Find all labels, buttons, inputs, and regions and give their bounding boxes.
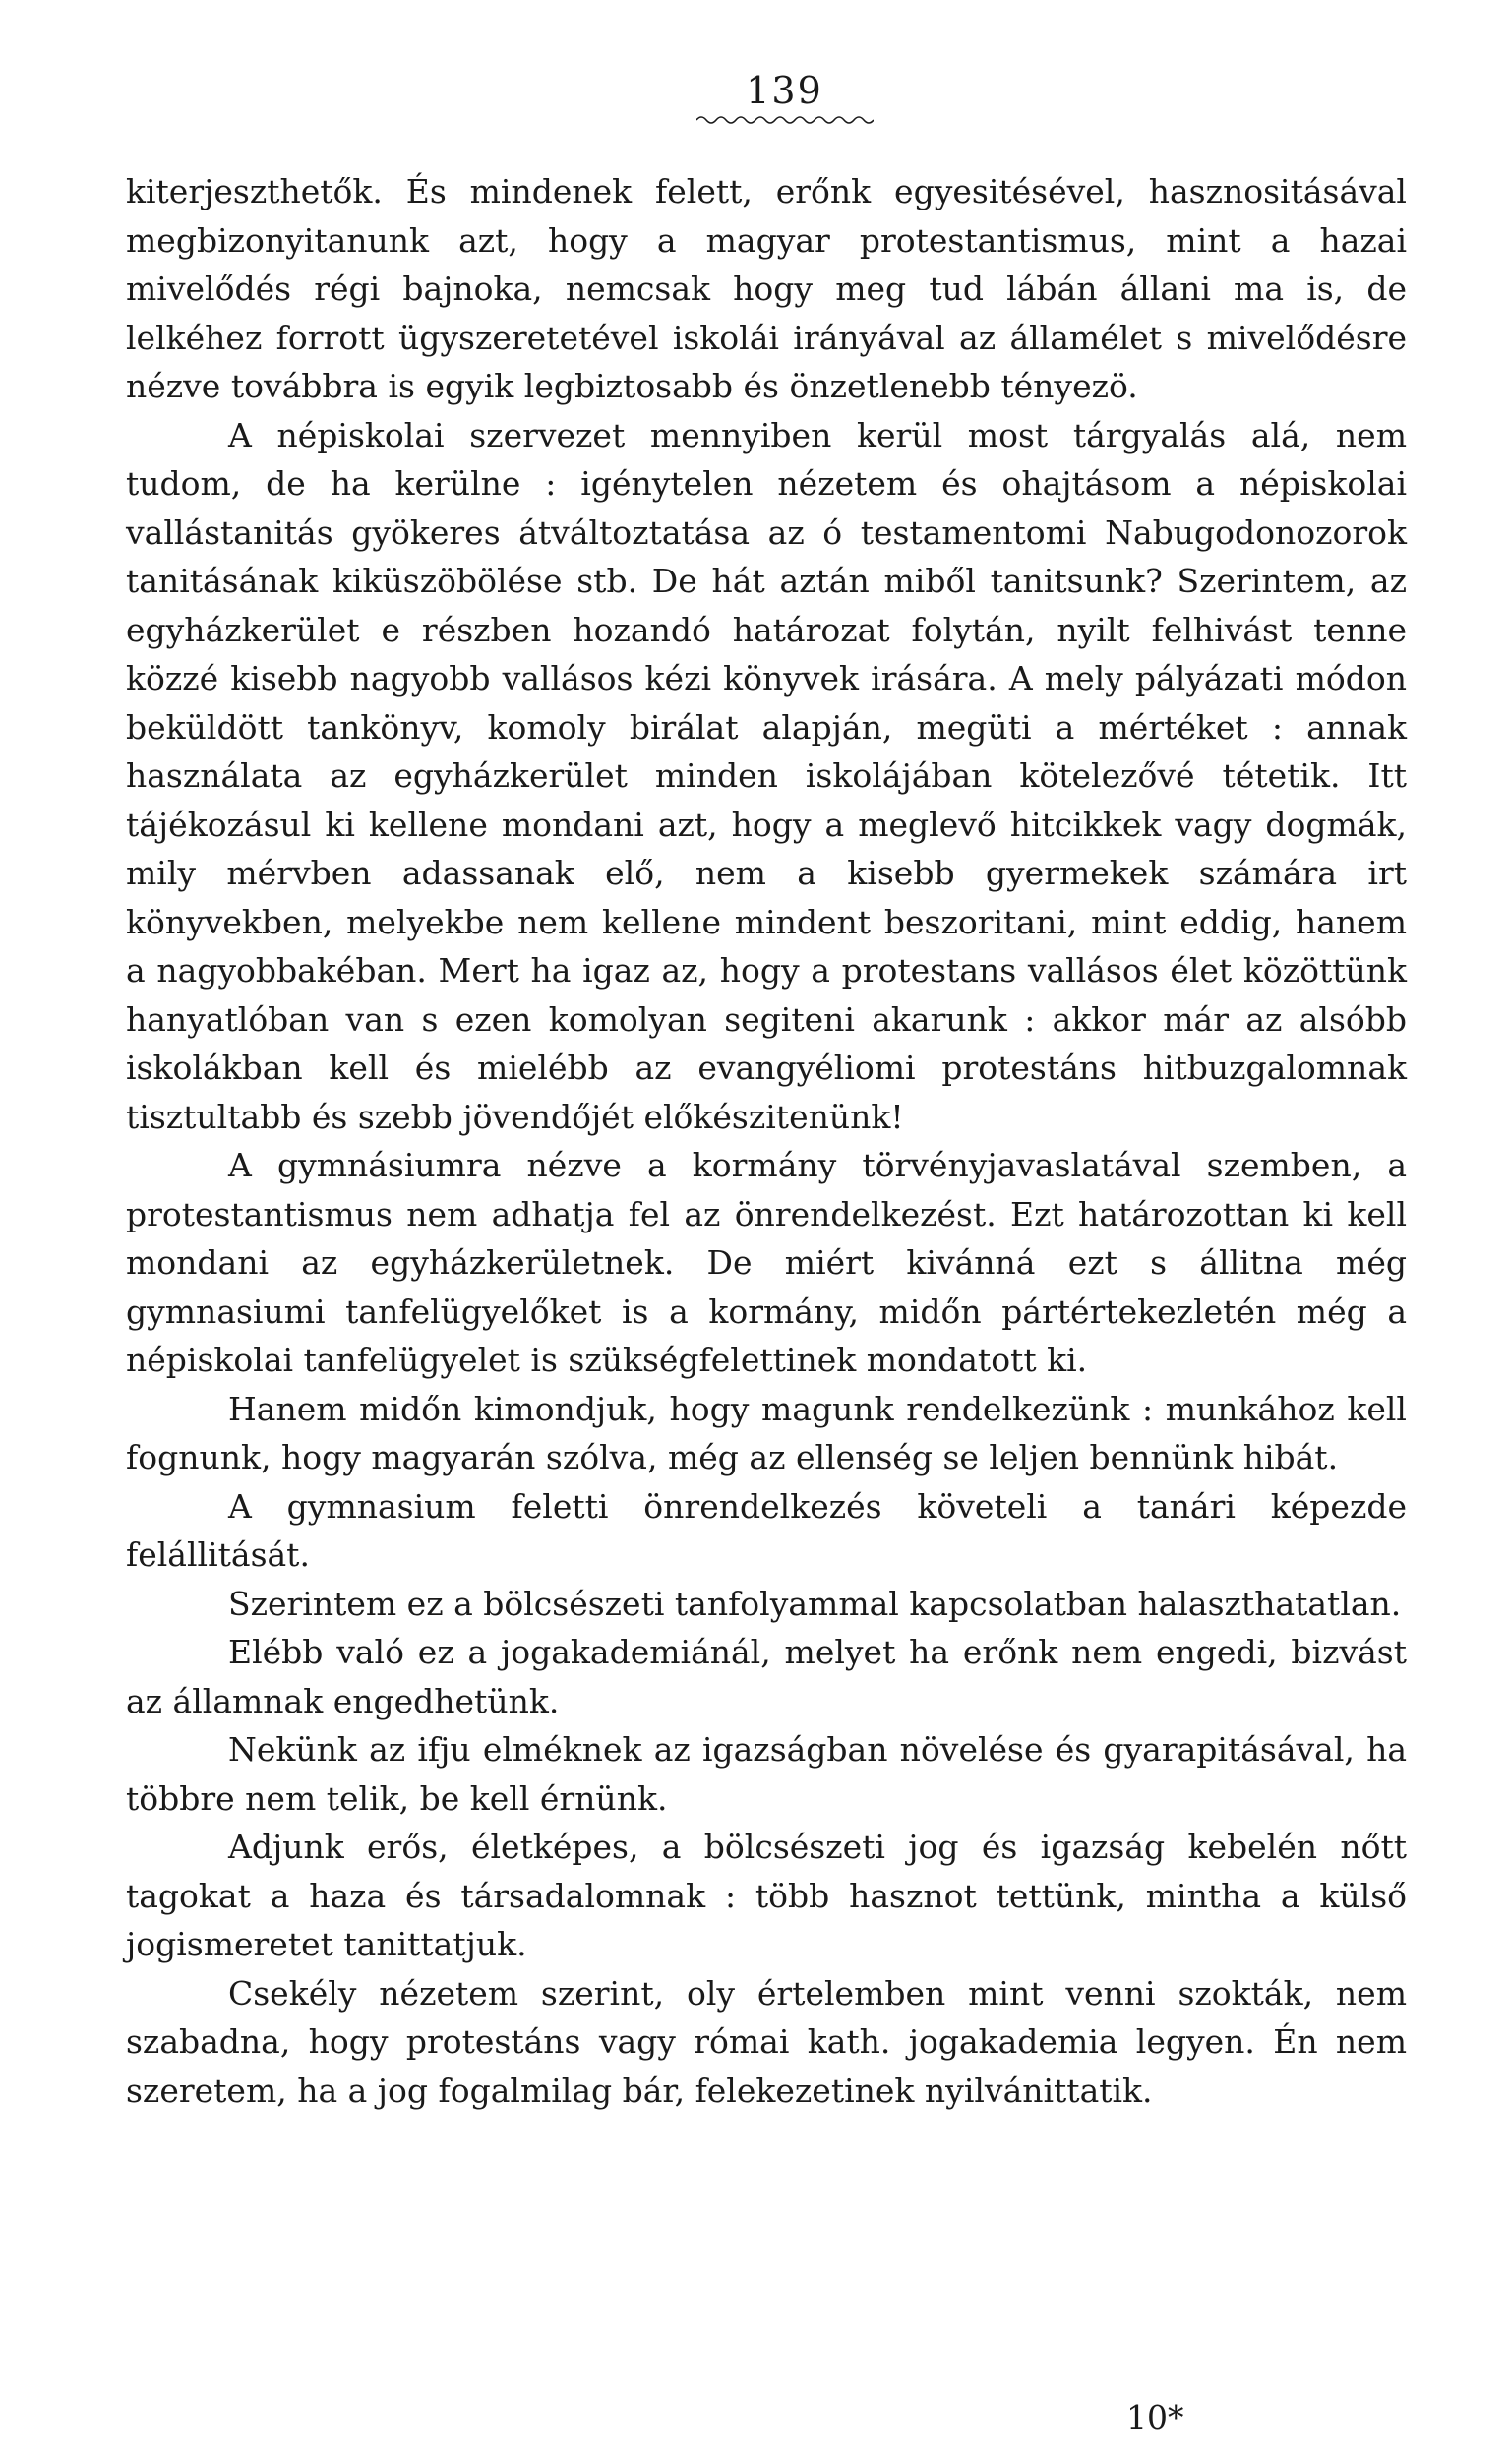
paragraph-6: Szerintem ez a bölcsészeti tanfolyammal kapcsolatban halaszthatatlan.: [228, 1584, 1402, 1623]
page-number-text: 139: [746, 69, 823, 112]
paragraph-9: Adjunk erős, életképes, a bölcsészeti jog és igazság kebelén nőtt tagokat a haza és társadalomnak : több hasznot tettünk, mintha a külső jogismeretet tanittatjuk.: [126, 1828, 1407, 1963]
paragraph-4: Hanem midőn kimondjuk, hogy magunk rendelkezünk : munkához kell fognunk, hogy magyarán szólva, még az ellenség se leljen bennünk hibát.: [126, 1389, 1407, 1476]
page-number: [30, 71, 1510, 126]
paragraph-10: Csekély nézetem szerint, oly értelemben mint venni szokták, nem szabadna, hogy protestáns vagy római kath. jogakademia legyen. Én nem szeretem, ha a jog fogalmilag bár, felekezetinek nyilvánittatik.: [126, 1973, 1407, 2110]
paragraph-2: A népiskolai szervezet mennyiben kerül most tárgyalás alá, nem tudom, de ha kerülne : igénytelen nézetem és ohajtásom a népiskolai vallástanitás gyökeres átváltoztatása az ó testamentomi Nabugodonozorok tanitásának kiküszöbölése stb. De hát aztán miből tanitsunk? Szerintem, az egyházkerület e részben hozandó határozat folytán, nyilt felhivást tenne közzé kisebb nagyobb vallásos kézi könyvek irására. A mely pályázati módon beküldött tankönyv, komoly birálat alapján, megüti a mértéket : annak használata az egyházkerület minden iskolájában kötelezővé tétetik. Itt tájékozásul ki kellene mondani azt, hogy a meglevő hitcikkek vagy dogmák, mily mérvben adassanak elő, nem a kisebb gyermekek számára irt könyvekben, melyekbe nem kellene mindent beszoritani, mint eddig, hanem a nagyobbakéban. Mert ha igaz az, hogy a protestans vallásos élet közöttünk hanyatlóban van s ezen komolyan segiteni akarunk : akkor már az alsóbb iskolákban kell és mielébb az evangyéliomi protestáns hitbuzgalomnak tisztultabb és szebb jövendőjét előkészitenünk!: [126, 415, 1407, 1136]
wavy-underline-ornament: [696, 114, 874, 126]
paragraph-8: Nekünk az ifju elméknek az igazságban növelése és gyarapitásával, ha többre nem telik, be kell érnünk.: [126, 1730, 1407, 1818]
paragraph-3: A gymnásiumra nézve a kormány törvényjavaslatával szemben, a protestantismus nem adhatja fel az önrendelkezést. Ezt határozottan ki kell mondani az egyházkerületnek. De miért kivánná ezt s állitna még gymnasiumi tanfelügyelőket is a kormány, midőn pártértekezletén még a népiskolai tanfelügyelet is szükségfelettinek mondatott ki.: [126, 1146, 1407, 1379]
paragraph-1: kiterjeszthetők. És mindenek felett, erőnk egyesitésével, hasznositásával megbizonyitanunk azt, hogy a magyar protestantismus, mint a hazai mivelődés régi bajnoka, nemcsak hogy meg tud lábán állani ma is, de lelkéhez forrott ügyszeretetével iskolái irányával az államélet s mivelődésre nézve továbbra is egyik legbiztosabb és önzetlenebb tényezö.: [126, 172, 1407, 405]
printer-signature-mark: 10*: [1126, 2398, 1184, 2436]
paragraph-5: A gymnasium feletti önrendelkezés követeli a tanári képezde felállitását.: [126, 1486, 1407, 1574]
paragraph-7: Elébb való ez a jogakademiánál, melyet ha erőnk nem engedi, bizvást az államnak engedhetünk.: [126, 1633, 1407, 1720]
body-text: [126, 167, 1407, 2115]
